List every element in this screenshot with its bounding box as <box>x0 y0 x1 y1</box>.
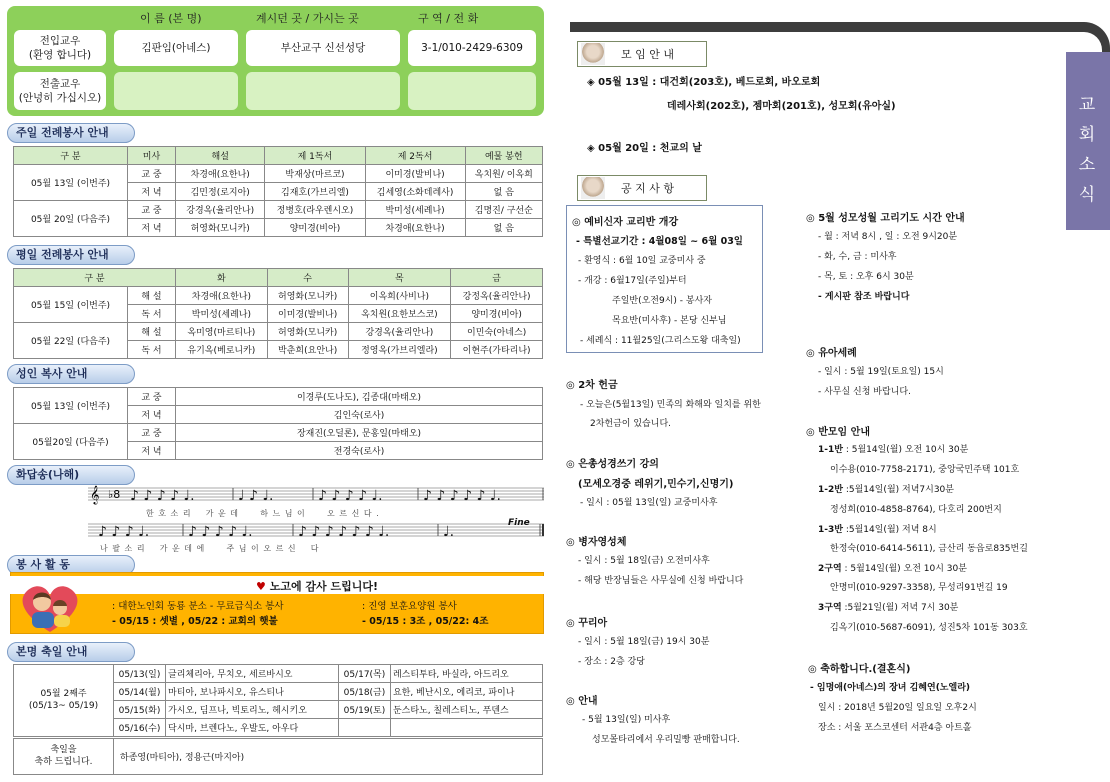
cell: 이현주(가타리나) <box>451 341 543 359</box>
group-label: 2구역 <box>818 564 842 574</box>
table-row <box>14 323 543 341</box>
cell: 박춘희(요안나) <box>267 341 348 359</box>
table-row <box>14 424 543 442</box>
col-header: 목 <box>348 269 451 287</box>
group-text: : 5월14일(월) 오전 10시 30분 <box>842 445 969 455</box>
hymn-title: 화답송(나해) <box>7 465 135 485</box>
face-icon <box>581 177 605 199</box>
svg-text:♪ ♪ ♪ ♩.: ♪ ♪ ♪ ♩. <box>98 524 150 540</box>
cell: 차경애(요한나) <box>176 287 268 305</box>
catechism-line: - 특별선교기간 : 4월08일 ~ 6월 03일 <box>576 236 743 247</box>
col-header: 해설 <box>176 147 265 165</box>
cell: 없 음 <box>465 219 542 237</box>
cell: 박미성(세례나) <box>365 201 465 219</box>
cell: 허영화(모니카) <box>267 323 348 341</box>
meeting-tag-label: 모 임 안 내 <box>621 48 674 61</box>
curia-line: - 일시 : 5월 18일(금) 19시 30분 <box>578 637 710 647</box>
group-line: 정성희(010-4858-8764), 다호리 200번지 <box>830 505 1002 515</box>
wedding-line: - 임명애(아네스)의 장녀 김혜연(노엘라) <box>810 683 970 693</box>
info-line: 성모몰타리에서 우리밀빵 판매합니다. <box>592 735 740 745</box>
date-cell: 05/17(목) <box>338 665 390 683</box>
service-left-1: : 대한노인회 동룡 분소 - 무료급식소 봉사 <box>112 601 284 612</box>
cell: 이미경(발비나) <box>365 165 465 183</box>
date-cell: 05월20일 (다음주) <box>14 424 128 460</box>
service-title: 봉 사 활 동 <box>7 555 135 575</box>
hymn-fine: Fine <box>508 518 530 528</box>
registry-header-name: 이 름 (본 명) <box>140 12 202 25</box>
cell: 이경루(도나도), 김종대(마태오) <box>176 388 543 406</box>
feast-table <box>13 664 543 737</box>
sidebar-label <box>1072 90 1102 210</box>
cell: 장재진(오딜론), 문홍일(마태오) <box>176 424 543 442</box>
mass-cell: 저 녁 <box>128 219 176 237</box>
outgoing-place <box>246 72 400 110</box>
role-cell: 독 서 <box>128 341 176 359</box>
incoming-name: 김판임(아네스) <box>114 30 238 66</box>
weekday-table <box>13 268 543 359</box>
service-left-2: - 05/15 : 셋별 , 05/22 : 교회의 햇불 <box>112 616 278 627</box>
group-line: 한정숙(010-6414-5611), 금산리 동읍로835번길 <box>830 544 1028 554</box>
date-cell: 05/18(금) <box>338 683 390 701</box>
meeting-line-3: ◈ 05월 20일 : 천교의 날 <box>587 143 702 154</box>
col-header: 화 <box>176 269 268 287</box>
header-rule <box>570 22 1080 32</box>
rosary-line: - 화, 수, 금 : 미사후 <box>818 252 897 262</box>
catechism-line: - 환영식 : 6월 10일 교중미사 중 <box>578 256 706 266</box>
congrats-label: 축일을 축하 드립니다. <box>14 739 114 775</box>
cell: 차경애(요한나) <box>176 165 265 183</box>
names-cell: 글리체리아, 무치오, 세르바시오 <box>166 665 339 683</box>
svg-text:♪ ♪ ♪ ♪ ♪ ♪ ♩.: ♪ ♪ ♪ ♪ ♪ ♪ ♩. <box>298 524 390 540</box>
anoint-line: - 해당 반장님들은 사무실에 신청 바랍니다 <box>578 576 744 586</box>
group-label: 3구역 <box>818 603 842 613</box>
mass-cell: 저 녁 <box>128 442 176 460</box>
outgoing-label: 전출교우 (안녕히 가십시오) <box>14 72 106 110</box>
role-cell: 해 설 <box>128 323 176 341</box>
role-cell: 독 서 <box>128 305 176 323</box>
col-header: 미사 <box>128 147 176 165</box>
cell: 김인숙(로사) <box>176 406 543 424</box>
cell: 김민정(로지아) <box>176 183 265 201</box>
col-header: 구 분 <box>14 147 128 165</box>
group-label: 1-2반 <box>818 485 843 495</box>
congrats-names: 하종영(마티아), 정용근(마지아) <box>114 739 543 775</box>
cell: 강경옥(율리안나) <box>176 201 265 219</box>
mass-cell: 교 중 <box>128 201 176 219</box>
bible-line: - 일시 : 05월 13일(일) 교중미사후 <box>580 498 718 508</box>
weekday-title: 평일 전례봉사 안내 <box>7 245 135 265</box>
face-icon <box>581 43 605 65</box>
bible-title: ◎ 은총성경쓰기 강의 <box>566 459 659 470</box>
role-cell: 해 설 <box>128 287 176 305</box>
incoming-place: 부산교구 신선성당 <box>246 30 400 66</box>
cell: 김세영(소화데레사) <box>365 183 465 201</box>
sidebar-char: 식 <box>1078 185 1096 205</box>
cell: 차경애(요한나) <box>365 219 465 237</box>
names-cell: 레스티투타, 바실라, 아드리오 <box>390 665 542 683</box>
cell: 이민숙(아네스) <box>451 323 543 341</box>
group-line <box>818 442 968 459</box>
svg-text:♩ ♪ ♩.: ♩ ♪ ♩. <box>238 488 274 504</box>
cell: 옥치원/ 이옥희 <box>465 165 542 183</box>
cell: 유기옥(베로니카) <box>176 341 268 359</box>
hymn-lyric-2: 나 팔 소 리 가 운 데 에 주 님 이 오 르 신 다 <box>100 544 320 553</box>
anoint-title: ◎ 병자영성체 <box>566 537 627 548</box>
info-title: ◎ 안내 <box>566 696 598 707</box>
week-cell: 05월 2째주 (05/13~ 05/19) <box>14 665 114 737</box>
feast-title: 본명 축일 안내 <box>7 642 135 662</box>
sunday-title: 주일 전례봉사 안내 <box>7 123 135 143</box>
mass-cell: 저 녁 <box>128 406 176 424</box>
registry-header-place: 계시던 곳 / 가시는 곳 <box>256 12 359 25</box>
cell: 양미경(비아) <box>451 305 543 323</box>
catechism-line: 목요반(미사후) - 본당 신부님 <box>612 316 727 326</box>
col-header: 구 분 <box>14 269 176 287</box>
wedding-line: 장소 : 서울 포스코센터 서관4층 아트홀 <box>818 723 972 733</box>
group-line: 안명미(010-9297-3358), 무성리91번길 19 <box>830 583 1008 593</box>
incoming-phone: 3-1/010-2429-6309 <box>408 30 536 66</box>
svg-text:♩.: ♩. <box>443 524 455 540</box>
hymn-lyric-1: 한 호 소 리 가 운 데 하 느 님 이 오 르 신 다 . <box>146 509 380 518</box>
table-row <box>14 665 543 683</box>
names-cell: 닥시마, 브렌다노, 우발도, 아우다 <box>166 719 339 737</box>
collection-title: ◎ 2차 헌금 <box>566 380 618 391</box>
date-cell: 05/13(일) <box>114 665 166 683</box>
col-header: 금 <box>451 269 543 287</box>
bible-sub: (모세오경중 레위기,민수기,신명기) <box>578 479 734 490</box>
incoming-label: 전입교우 (환영 합니다) <box>14 30 106 66</box>
table-row <box>14 201 543 219</box>
group-label: 1-3반 <box>818 525 843 535</box>
group-text: :5월14일(월) 저녁7시30분 <box>842 485 954 495</box>
svg-text:♪ ♪ ♪ ♪ ♩.: ♪ ♪ ♪ ♪ ♩. <box>188 524 253 540</box>
meeting-line-1: ◈ 05월 13일 : 대건회(203호), 베드로회, 바오로회 <box>587 77 821 88</box>
svg-text:♭8: ♭8 <box>108 488 121 501</box>
names-cell: 마티아, 보나파시오, 유스티나 <box>166 683 339 701</box>
date-cell: 05/15(화) <box>114 701 166 719</box>
cell: 허영화(모니카) <box>176 219 265 237</box>
service-thanks-text: 노고에 감사 드립니다! <box>269 580 379 593</box>
group-text: : 5월14일(월) 오전 10시 30분 <box>841 564 967 574</box>
date-cell: 05월 13일 (이번주) <box>14 388 128 424</box>
notice-tag <box>577 175 707 201</box>
catechism-line: 주일반(오전9시) - 봉사자 <box>612 296 712 306</box>
volunteer-illustration-icon <box>14 578 86 634</box>
meeting-line-2: 데레사회(202호), 젬마회(201호), 성모회(유아실) <box>667 101 896 112</box>
group-line: 김옥기(010-5687-6091), 성진5차 101동 303호 <box>830 623 1028 633</box>
table-row <box>14 388 543 406</box>
cell: 없 음 <box>465 183 542 201</box>
group-line <box>818 561 967 578</box>
date-cell: 05월 13일 (이번주) <box>14 165 128 201</box>
cell: 강경옥(율리안나) <box>348 323 451 341</box>
col-header: 수 <box>267 269 348 287</box>
date-cell: 05월 22일 (다음주) <box>14 323 128 359</box>
catechism-title: ◎ 예비신자 교리반 개강 <box>572 217 679 228</box>
svg-text:♪ ♪ ♪ ♪ ♪ ♩.: ♪ ♪ ♪ ♪ ♪ ♩. <box>423 488 501 504</box>
cell: 정병호(라우렌시오) <box>265 201 365 219</box>
group-line <box>818 482 954 499</box>
info-line: - 5월 13일(일) 미사후 <box>582 715 671 725</box>
notice-tag-label: 공 지 사 항 <box>621 182 674 195</box>
date-cell: 05/19(토) <box>338 701 390 719</box>
altar-table <box>13 387 543 460</box>
date-cell: 05월 15일 (이번주) <box>14 287 128 323</box>
svg-text:♪ ♪ ♪ ♪ ♩.: ♪ ♪ ♪ ♪ ♩. <box>130 488 195 504</box>
cell: 옥미영(마르티나) <box>176 323 268 341</box>
treble-clef-icon: 𝄞 <box>90 485 100 504</box>
group-text: :5월21일(월) 저녁 7시 30분 <box>841 603 959 613</box>
names-cell: 가시오, 딤프나, 빅토리노, 헤시키오 <box>166 701 339 719</box>
collection-line: 2차헌금이 있습니다. <box>590 419 672 429</box>
collection-line: - 오늘은(5월13일) 민족의 화해와 일치를 위한 <box>580 400 761 410</box>
service-right-2: - 05/15 : 3조 , 05/22: 4조 <box>362 616 489 627</box>
group-line: 이수용(010-7758-2171), 중앙국민주택 101호 <box>830 465 1020 475</box>
rosary-line: - 게시판 참조 바랍니다 <box>818 292 910 302</box>
cell: 정영옥(가브리엘라) <box>348 341 451 359</box>
cell: 전경숙(로사) <box>176 442 543 460</box>
group-line <box>818 600 958 617</box>
col-header: 예물 봉헌 <box>465 147 542 165</box>
cell: 김명진/ 구선순 <box>465 201 542 219</box>
service-right-1: : 진영 보훈요양원 봉사 <box>362 601 457 612</box>
outgoing-phone <box>408 72 536 110</box>
cell: 양미경(비아) <box>265 219 365 237</box>
names-cell: 요한, 베난시오, 에리코, 파이나 <box>390 683 542 701</box>
table-row <box>14 287 543 305</box>
registry-header-phone: 구 역 / 전 화 <box>418 12 479 25</box>
curia-line: - 장소 : 2층 강당 <box>578 657 645 667</box>
outgoing-name <box>114 72 238 110</box>
group-line <box>818 522 937 539</box>
cell: 박미성(세례나) <box>176 305 268 323</box>
col-header: 제 1독서 <box>265 147 365 165</box>
cell: 허영화(모니카) <box>267 287 348 305</box>
sunday-table <box>13 146 543 237</box>
catechism-line: - 개강 : 6월17일(주일)부터 <box>578 276 687 286</box>
names-cell: 둔스타노, 칠레스티노, 푸덴스 <box>390 701 542 719</box>
anoint-line: - 일시 : 5월 18일(금) 오전미사후 <box>578 556 710 566</box>
sidebar-char: 회 <box>1078 125 1096 145</box>
mass-cell: 교 중 <box>128 388 176 406</box>
service-thanks <box>256 578 378 594</box>
group-text: :5월14일(월) 저녁 8시 <box>842 525 937 535</box>
date-cell: 05월 20일 (다음주) <box>14 201 128 237</box>
cell: 옥치원(요한보스코) <box>348 305 451 323</box>
heart-icon: ♥ <box>256 580 266 593</box>
group-title: ◎ 반모임 안내 <box>806 427 870 438</box>
infant-line: - 일시 : 5월 19일(토요일) 15시 <box>818 367 944 377</box>
names-cell <box>390 719 542 737</box>
infant-line: - 사무실 신청 바랍니다. <box>818 387 911 397</box>
wedding-line: 일시 : 2018년 5월20일 일요일 오후2시 <box>818 703 977 713</box>
table-row <box>14 165 543 183</box>
sidebar-char: 소 <box>1078 155 1096 175</box>
cell: 이옥희(사비나) <box>348 287 451 305</box>
mass-cell: 저 녁 <box>128 183 176 201</box>
feast-congrats-table <box>13 738 543 775</box>
cell: 김재호(가브리엘) <box>265 183 365 201</box>
col-header: 제 2독서 <box>365 147 465 165</box>
curia-title: ◎ 꾸리아 <box>566 618 608 629</box>
rosary-title: ◎ 5월 성모성월 고리기도 시간 안내 <box>806 213 965 224</box>
wedding-title: ◎ 축하합니다.(결혼식) <box>808 664 911 675</box>
mass-cell: 교 중 <box>128 424 176 442</box>
date-cell <box>338 719 390 737</box>
mass-cell: 교 중 <box>128 165 176 183</box>
group-label: 1-1반 <box>818 445 843 455</box>
meeting-tag <box>577 41 707 67</box>
cell: 박재상(마르코) <box>265 165 365 183</box>
sidebar-char: 교 <box>1078 95 1096 115</box>
altar-title: 성인 복사 안내 <box>7 364 135 384</box>
date-cell: 05/16(수) <box>114 719 166 737</box>
rosary-line: - 목, 토 : 오후 6시 30분 <box>818 272 914 282</box>
catechism-line: - 세례식 : 11월25일(그리스도왕 대축일) <box>580 336 741 346</box>
infant-title: ◎ 유아세례 <box>806 348 857 359</box>
cell: 강정옥(율리안나) <box>451 287 543 305</box>
cell: 이미경(발비나) <box>267 305 348 323</box>
rosary-line: - 월 : 저녁 8시 , 일 : 오전 9시20분 <box>818 232 958 242</box>
date-cell: 05/14(월) <box>114 683 166 701</box>
svg-text:♪ ♪ ♪ ♪ ♩.: ♪ ♪ ♪ ♪ ♩. <box>318 488 383 504</box>
